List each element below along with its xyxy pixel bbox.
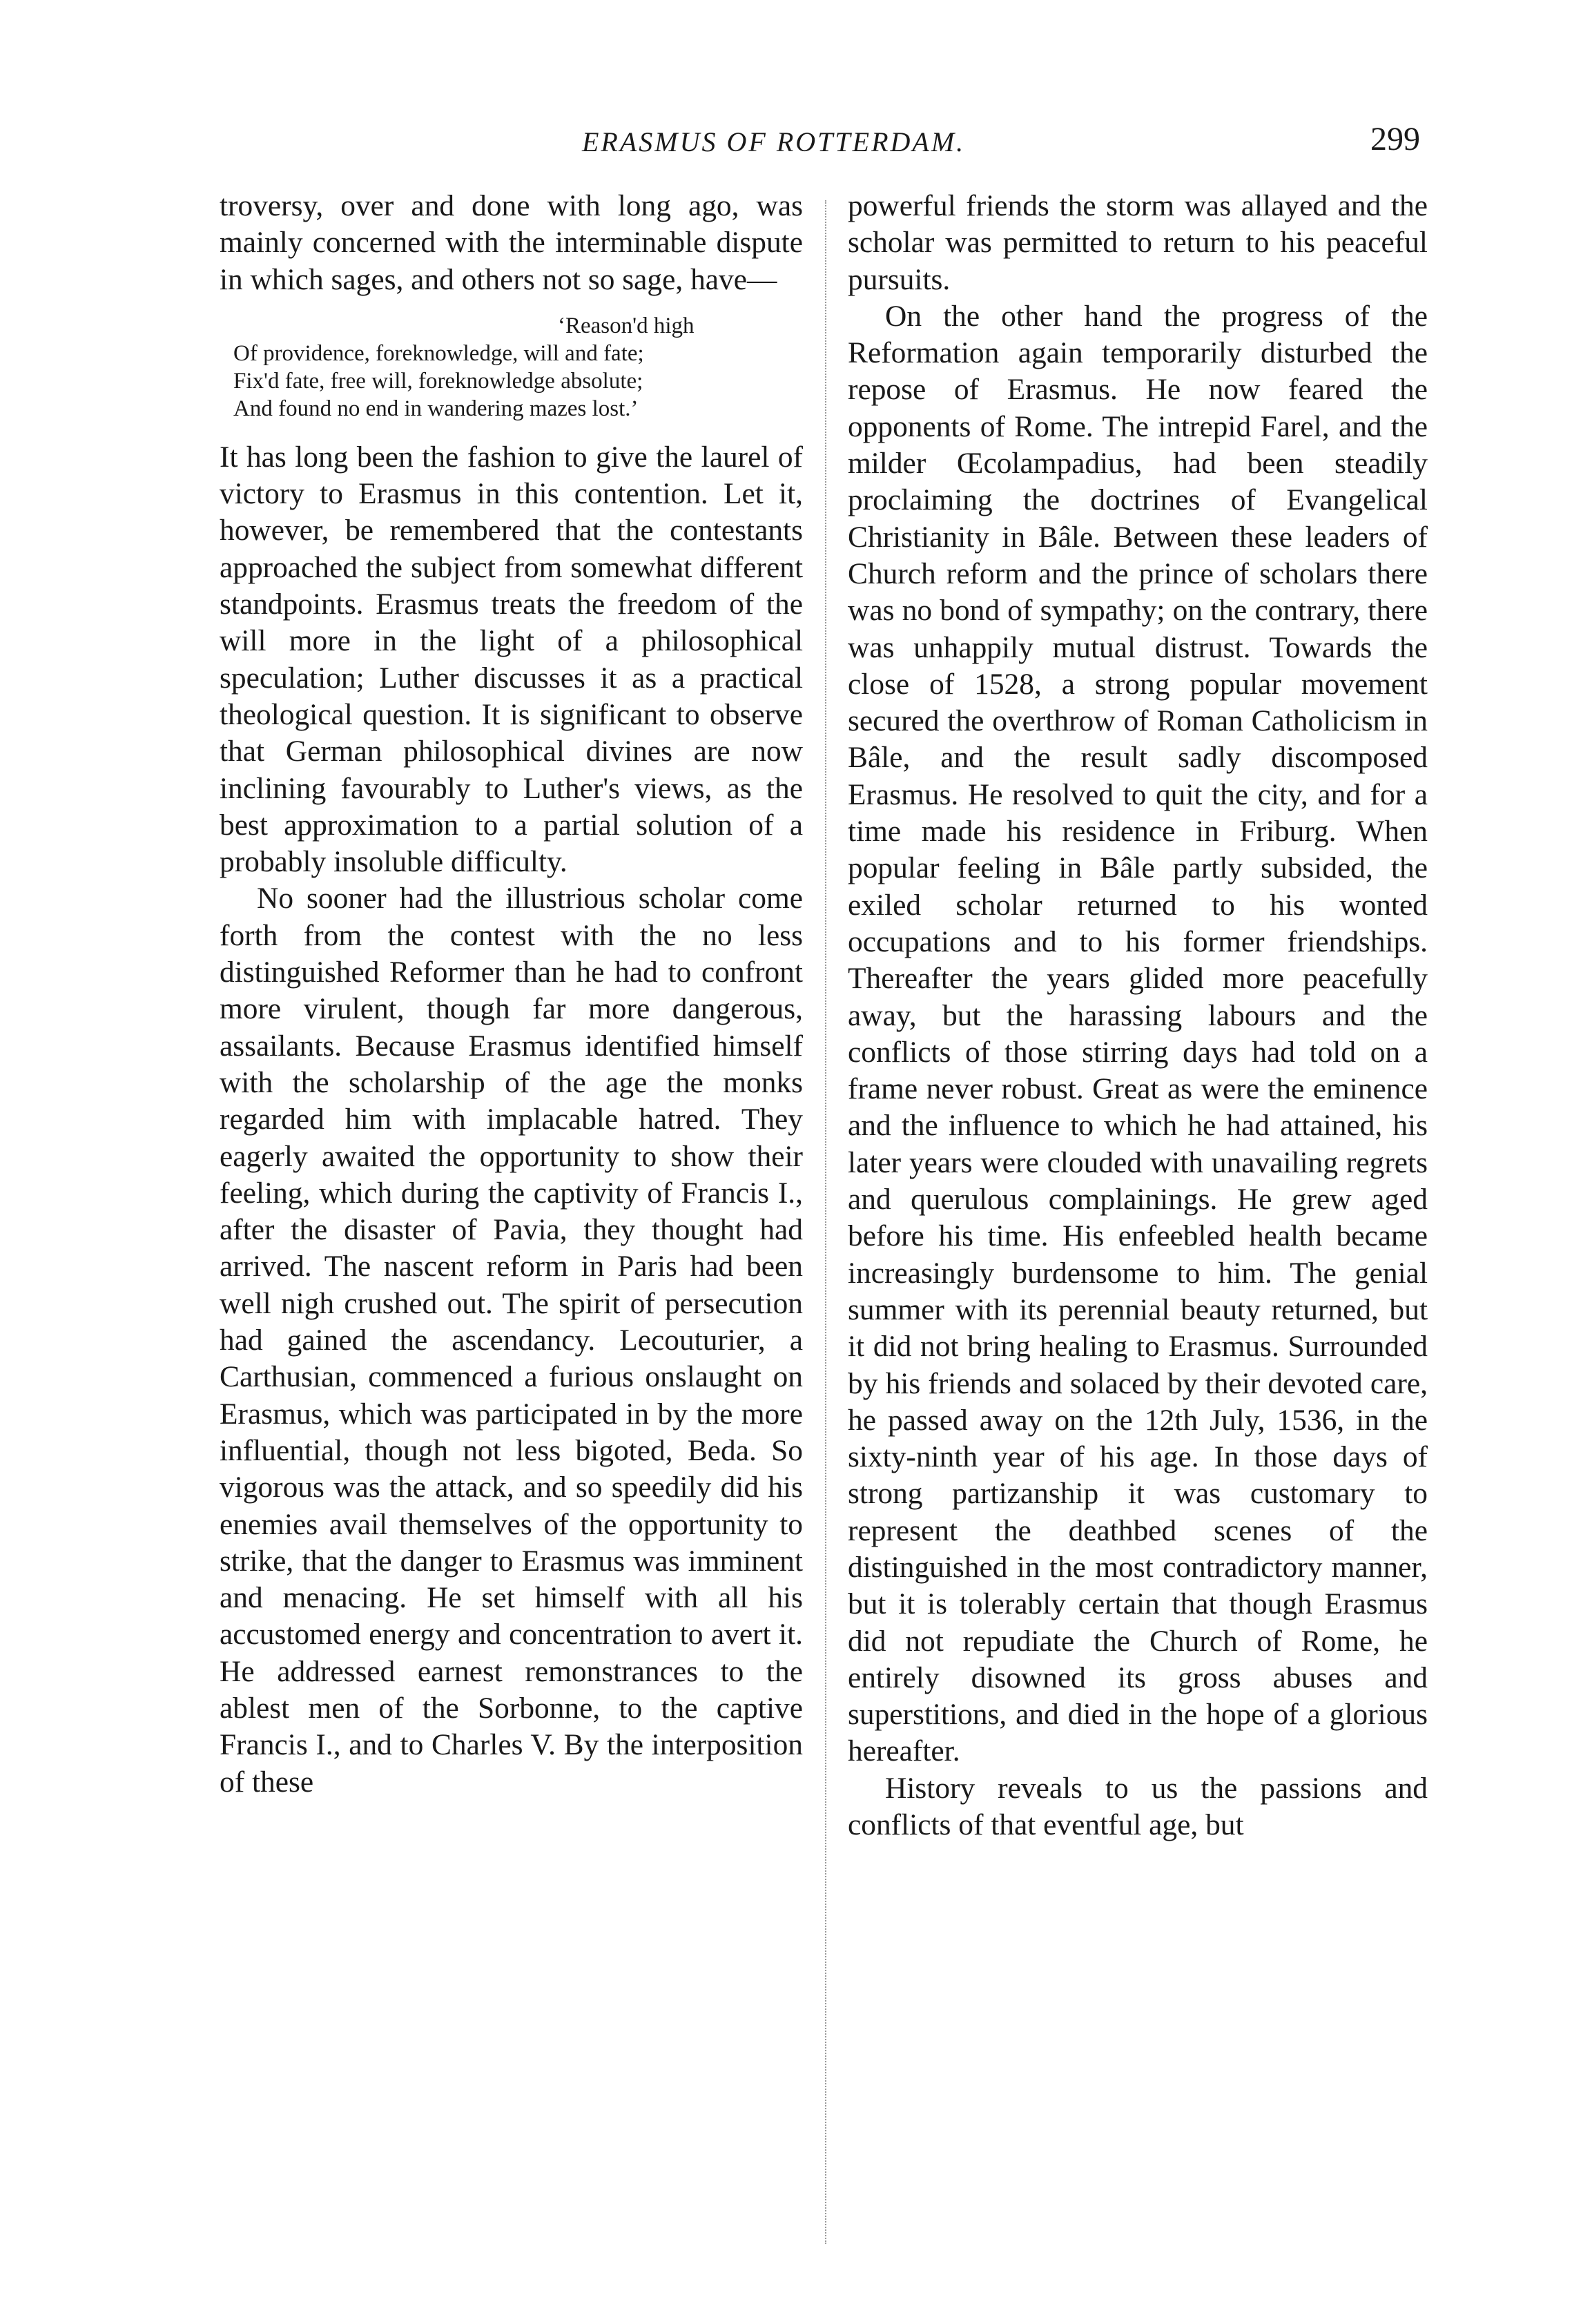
quote-line-4: And found no end in wandering mazes lost.’	[233, 396, 639, 421]
page-header	[0, 122, 1592, 177]
left-paragraph-3: No sooner had the illustrious scholar come forth from the contest with the no less distinguished Reformer than he had to confront more virulent, though far more dangerous, assailants. Because Erasmus identified himself with the scholarship of the age the monks regarded him with implacable hatred. They eagerly awaited the opportunity to show their feeling, which during the captivity of Francis I., after the disaster of Pavia, they thought had arrived. The nascent reform in Paris had been well nigh crushed out. The spirit of persecution had gained the ascendancy. Lecouturier, a Carthusian, commenced a furious onslaught on Erasmus, which was participated in by the more influential, though not less bigoted, Beda. So vigorous was the attack, and so speedily did his enemies avail themselves of the opportunity to strike, that the danger to Erasmus was imminent and menacing. He set himself with all his accustomed energy and concentration to avert it. He addressed earnest remonstrances to the ablest men of the Sorbonne, to the captive Francis I., and to Charles V. By the interposition of these	[220, 882, 803, 1799]
running-title: ERASMUS OF ROTTERDAM.	[582, 126, 966, 157]
right-paragraph-3: History reveals to us the passions and conflicts of that eventful age, but	[848, 1771, 1428, 1842]
page-number: 299	[1370, 121, 1420, 157]
quote-line-1: ‘Reason'd high	[558, 313, 695, 338]
left-column	[220, 188, 803, 1801]
verse-quotation	[233, 312, 803, 423]
column-divider	[825, 200, 826, 2244]
right-column	[848, 188, 1428, 1843]
quote-line-3: Fix'd fate, free will, foreknowledge absolute;	[233, 368, 643, 394]
left-paragraph-1: troversy, over and done with long ago, was mainly concerned with the interminable dispute in which sages, and others not so sage, have—	[220, 189, 803, 296]
left-paragraph-2: It has long been the fashion to give the laurel of victory to Erasmus in this contention. Let it, however, be remembered that the contestants approached the subject from somewhat different standpoints. Erasmus treats the freedom of the will more in the light of a philosophical speculation; Luther discusses it as a practical theological question. It is significant to observe that German philosophical divines are now inclining favourably to Luther's views, as the best approximation to a partial solution of a probably insoluble difficulty.	[220, 440, 803, 879]
right-paragraph-2: On the other hand the progress of the Reformation again temporarily disturbed the repose of Erasmus. He now feared the opponents of Rome. The intrepid Farel, and the milder Œcolampadius, had been steadily proclaiming the doctrines of Evangelical Christianity in Bâle. Between these leaders of Church reform and the prince of scholars there was no bond of sympathy; on the contrary, there was unhappily mutual distrust. Towards the close of 1528, a strong popular movement secured the overthrow of Roman Catholicism in Bâle, and the result sadly discomposed Erasmus. He resolved to quit the city, and for a time made his residence in Friburg. When popular feeling in Bâle partly subsided, the exiled scholar returned to his wonted occupations and to his former friendships. Thereafter the years glided more peacefully away, but the harassing labours and the conflicts of those stirring days had told on a frame never robust. Great as were the eminence and the influence to which he had attained, his later years were clouded with unavailing regrets and querulous complainings. He grew aged before his time. His enfeebled health became increasingly burdensome to him. The genial summer with its perennial beauty returned, but it did not bring healing to Erasmus. Surrounded by his friends and solaced by their devoted care, he passed away on the 12th July, 1536, in the sixty-ninth year of his age. In those days of strong partizanship it was customary to represent the deathbed scenes of the distinguished in the most contradictory manner, but it is tolerably certain that though Erasmus did not repudiate the Church of Rome, he entirely disowned its gross abuses and superstitions, and died in the hope of a glorious hereafter.	[848, 299, 1428, 1768]
right-paragraph-1: powerful friends the storm was allayed and the scholar was permitted to return to his peaceful pursuits.	[848, 189, 1428, 296]
quote-line-2: Of providence, foreknowledge, will and fate;	[233, 340, 644, 366]
